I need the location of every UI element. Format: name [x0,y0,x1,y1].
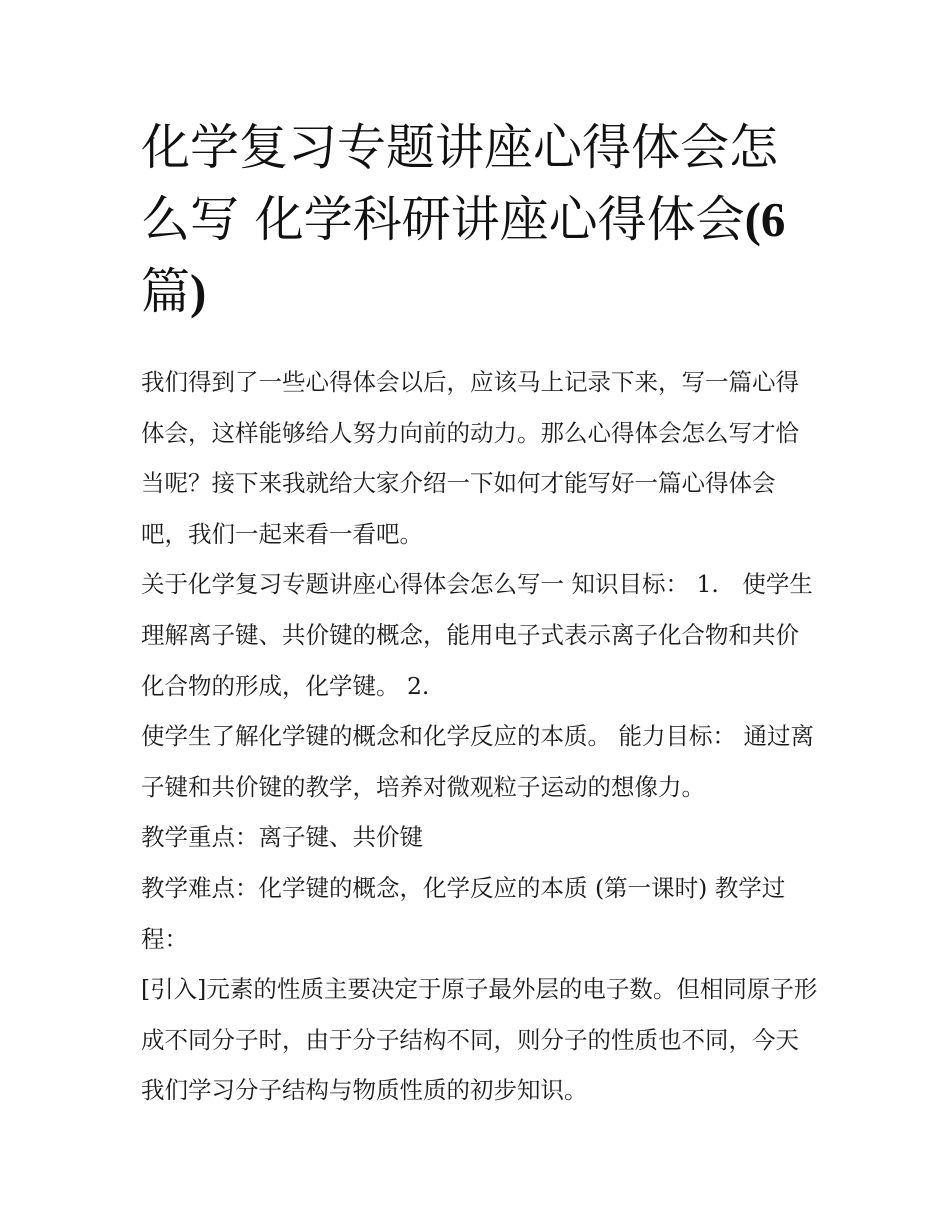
title-line-2: 么写 化学科研讲座心得体会 [141,191,745,248]
title-line-3: 篇 [141,263,191,320]
title-count-open: (6 [744,192,786,247]
paragraph-teaching-difficulty: 教学难点：化学键的概念，化学反应的本质 (第一课时) 教学过程： [141,873,786,953]
paragraph-ability-goals: 使学生了解化学键的概念和化学反应的本质。 能力目标： 通过离子键和共价键的教学，培养对微观粒子运动的想像力。 [141,722,814,801]
paragraph-introduction-section: [引入]元素的性质主要决定于原子最外层的电子数。但相同原子形成不同分子时，由于分子结构不同，则分子的性质也不同，今天我们学习分子结构与物质性质的初步知识。 [141,975,818,1105]
document-title [141,112,821,328]
title-count-close: ) [190,264,207,319]
title-line-1: 化学复习专题讲座心得体会怎 [141,119,779,176]
paragraph-teaching-focus: 教学重点：离子键、共价键 [141,823,423,852]
document-body [141,357,821,1116]
paragraph-intro: 我们得到了一些心得体会以后，应该马上记录下来，写一篇心得体会，这样能够给人努力向前的动力。那么心得体会怎么写才恰当呢？接下来我就给大家介绍一下如何才能写好一篇心得体会吧，我们一起来看一看吧。 [141,368,799,548]
paragraph-knowledge-goals: 关于化学复习专题讲座心得体会怎么写一 知识目标： 1. 使学生理解离子键、共价键的概念，能用电子式表示离子化合物和共价化合物的形成，化学键。 2. [141,570,813,700]
